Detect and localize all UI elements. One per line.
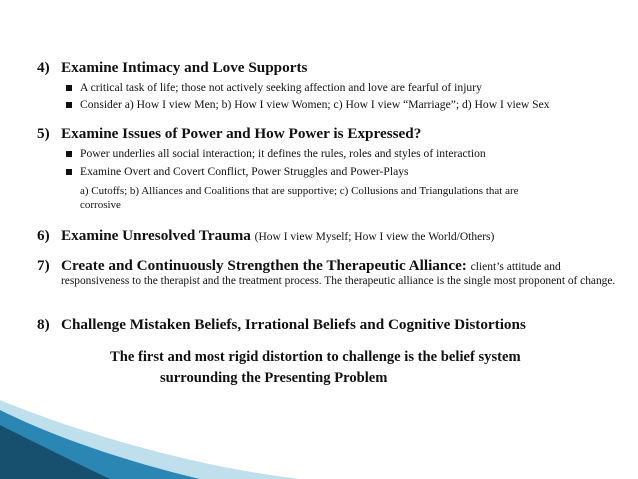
section-title: Examine Issues of Power and How Power is Expressed? <box>61 125 422 142</box>
decorative-swoosh <box>0 380 638 479</box>
section-number: 4) <box>37 59 50 76</box>
square-bullet-icon <box>66 102 72 108</box>
square-bullet-icon <box>66 169 72 175</box>
closing-line-1: The first and most rigid distortion to challenge is the belief system <box>110 349 521 365</box>
section-note: client’s attitude and <box>470 261 561 273</box>
section-number: 6) <box>37 227 50 244</box>
bullet-text: A critical task of life; those not actively seeking affection and love are fearful of injury <box>80 81 482 94</box>
section-8-heading <box>37 316 526 334</box>
section-paragraph: responsiveness to the therapist and the treatment process. The therapeutic alliance is the single most proponent of change. <box>61 275 616 287</box>
section-subtitle: (How I view Myself; How I view the World/Others) <box>254 231 495 243</box>
bullet-item <box>66 165 409 179</box>
section-title: Create and Continuously Strengthen the Therapeutic Alliance: <box>61 257 467 274</box>
closing-line-2: surrounding the Presenting Problem <box>160 370 388 386</box>
section-number: 7) <box>37 257 50 274</box>
bullet-item <box>66 147 486 161</box>
section-number: 5) <box>37 125 50 142</box>
section-title: Examine Intimacy and Love Supports <box>61 59 308 76</box>
bullet-text: Examine Overt and Covert Conflict, Power Struggles and Power-Plays <box>80 165 409 178</box>
bullet-text: Consider a) How I view Men; b) How I view Women; c) How I view “Marriage”; d) How I view Sex <box>80 98 550 111</box>
section-title: Challenge Mistaken Beliefs, Irrational Beliefs and Cognitive Distortions <box>61 316 526 333</box>
section-number: 8) <box>37 316 50 333</box>
bullet-item <box>66 98 550 112</box>
square-bullet-icon <box>66 85 72 91</box>
bullet-subtext-line: corrosive <box>80 199 121 211</box>
section-6-heading <box>37 227 494 246</box>
section-title: Examine Unresolved Trauma <box>61 227 251 244</box>
bullet-item <box>66 81 482 95</box>
bullet-subtext-line: a) Cutoffs; b) Alliances and Coalitions that are supportive; c) Collusions and Triangulations that are <box>80 185 519 197</box>
section-5-heading <box>37 125 421 143</box>
bullet-text: Power underlies all social interaction; it defines the rules, roles and styles of interaction <box>80 147 486 160</box>
section-4-heading <box>37 59 307 77</box>
square-bullet-icon <box>66 151 72 157</box>
